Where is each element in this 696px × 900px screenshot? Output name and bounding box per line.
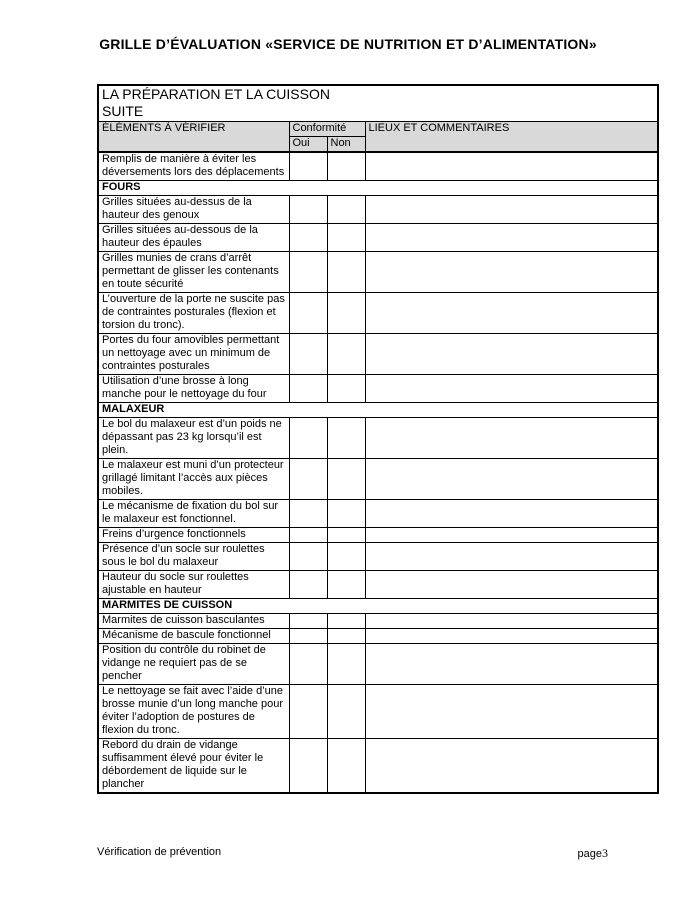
non-cell xyxy=(327,528,365,543)
section-title: FOURS xyxy=(98,181,658,196)
oui-cell xyxy=(289,614,327,629)
non-cell xyxy=(327,629,365,644)
table-row xyxy=(98,224,658,252)
comments-cell xyxy=(365,152,658,181)
oui-cell xyxy=(289,571,327,599)
non-cell xyxy=(327,614,365,629)
section-row xyxy=(98,181,658,196)
item-text: Mécanisme de bascule fonctionnel xyxy=(98,629,289,644)
non-cell xyxy=(327,334,365,375)
non-cell xyxy=(327,500,365,528)
oui-cell xyxy=(289,224,327,252)
item-text: Présence d’un socle sur roulettes sous le bol du malaxeur xyxy=(98,543,289,571)
column-header-elements: ÉLÉMENTS À VÉRIFIER xyxy=(98,122,289,153)
item-text: Freins d’urgence fonctionnels xyxy=(98,528,289,543)
item-text: Marmites de cuisson basculantes xyxy=(98,614,289,629)
section-title: MARMITES DE CUISSON xyxy=(98,599,658,614)
oui-cell xyxy=(289,528,327,543)
non-cell xyxy=(327,418,365,459)
comments-cell xyxy=(365,571,658,599)
comments-cell xyxy=(365,629,658,644)
comments-cell xyxy=(365,543,658,571)
comments-cell xyxy=(365,252,658,293)
non-cell xyxy=(327,252,365,293)
oui-cell xyxy=(289,152,327,181)
table-title-line1: LA PRÉPARATION ET LA CUISSON xyxy=(102,86,330,102)
comments-cell xyxy=(365,293,658,334)
table-row xyxy=(98,293,658,334)
non-cell xyxy=(327,739,365,794)
item-text: Rebord du drain de vidange suffisamment élevé pour éviter le débordement de liquide sur le plancher xyxy=(98,739,289,794)
column-header-conformite: Conformité xyxy=(289,122,365,137)
item-text: Le malaxeur est muni d’un protecteur grillagé limitant l’accès aux pièces mobiles. xyxy=(98,459,289,500)
oui-cell xyxy=(289,500,327,528)
table-row xyxy=(98,543,658,571)
oui-cell xyxy=(289,739,327,794)
table-row xyxy=(98,334,658,375)
non-cell xyxy=(327,543,365,571)
oui-cell xyxy=(289,644,327,685)
column-header-lieux: LIEUX ET COMMENTAIRES xyxy=(365,122,658,153)
table-title-row xyxy=(98,85,658,122)
page-title: GRILLE D’ÉVALUATION «SERVICE DE NUTRITION ET D’ALIMENTATION» xyxy=(99,36,597,52)
oui-cell xyxy=(289,252,327,293)
item-text: Hauteur du socle sur roulettes ajustable en hauteur xyxy=(98,571,289,599)
oui-cell xyxy=(289,543,327,571)
footer-page-number: 3 xyxy=(602,846,608,860)
comments-cell xyxy=(365,375,658,403)
non-cell xyxy=(327,224,365,252)
table-title xyxy=(98,85,658,122)
table-row xyxy=(98,252,658,293)
item-text: Grilles situées au-dessus de la hauteur des genoux xyxy=(98,196,289,224)
item-text: Remplis de manière à éviter les déversements lors des déplacements xyxy=(98,152,289,181)
item-text: Portes du four amovibles permettant un nettoyage avec un minimum de contraintes posturales xyxy=(98,334,289,375)
section-title: MALAXEUR xyxy=(98,403,658,418)
comments-cell xyxy=(365,528,658,543)
table-row xyxy=(98,418,658,459)
comments-cell xyxy=(365,459,658,500)
table-row xyxy=(98,644,658,685)
table-row xyxy=(98,459,658,500)
oui-cell xyxy=(289,629,327,644)
section-row xyxy=(98,403,658,418)
oui-cell xyxy=(289,418,327,459)
non-cell xyxy=(327,685,365,739)
table-row xyxy=(98,152,658,181)
item-text: Le bol du malaxeur est d’un poids ne dépassant pas 23 kg lorsqu’il est plein. xyxy=(98,418,289,459)
footer-page xyxy=(578,846,608,861)
oui-cell xyxy=(289,459,327,500)
evaluation-table xyxy=(97,84,659,794)
table-row xyxy=(98,685,658,739)
comments-cell xyxy=(365,644,658,685)
item-text: L’ouverture de la porte ne suscite pas de contraintes posturales (flexion et torsion du tronc). xyxy=(98,293,289,334)
table-row xyxy=(98,196,658,224)
comments-cell xyxy=(365,334,658,375)
non-cell xyxy=(327,196,365,224)
oui-cell xyxy=(289,293,327,334)
comments-cell xyxy=(365,224,658,252)
table-row xyxy=(98,500,658,528)
table-row xyxy=(98,739,658,794)
non-cell xyxy=(327,571,365,599)
non-cell xyxy=(327,293,365,334)
non-cell xyxy=(327,644,365,685)
page-footer xyxy=(97,846,608,861)
item-text: Grilles situées au-dessous de la hauteur des épaules xyxy=(98,224,289,252)
table-row xyxy=(98,614,658,629)
non-cell xyxy=(327,152,365,181)
oui-cell xyxy=(289,196,327,224)
section-row xyxy=(98,599,658,614)
column-header-non: Non xyxy=(327,137,365,153)
item-text: Utilisation d’une brosse à long manche pour le nettoyage du four xyxy=(98,375,289,403)
comments-cell xyxy=(365,500,658,528)
oui-cell xyxy=(289,375,327,403)
comments-cell xyxy=(365,614,658,629)
oui-cell xyxy=(289,685,327,739)
table-row xyxy=(98,375,658,403)
non-cell xyxy=(327,459,365,500)
comments-cell xyxy=(365,685,658,739)
item-text: Grilles munies de crans d’arrêt permettant de glisser les contenants en toute sécurité xyxy=(98,252,289,293)
table-row xyxy=(98,629,658,644)
oui-cell xyxy=(289,334,327,375)
comments-cell xyxy=(365,739,658,794)
comments-cell xyxy=(365,196,658,224)
item-text: Le nettoyage se fait avec l’aide d’une brosse munie d’un long manche pour éviter l’adoption de postures de flexion du tronc. xyxy=(98,685,289,739)
item-text: Le mécanisme de fixation du bol sur le malaxeur est fonctionnel. xyxy=(98,500,289,528)
item-text: Position du contrôle du robinet de vidange ne requiert pas de se pencher xyxy=(98,644,289,685)
header-row-1 xyxy=(98,122,658,137)
non-cell xyxy=(327,375,365,403)
footer-page-label: page xyxy=(577,848,602,860)
table-title-line2: SUITE xyxy=(102,103,144,119)
footer-left-text: Vérification de prévention xyxy=(97,846,222,858)
comments-cell xyxy=(365,418,658,459)
table-row xyxy=(98,571,658,599)
table-row xyxy=(98,528,658,543)
column-header-oui: Oui xyxy=(289,137,327,153)
